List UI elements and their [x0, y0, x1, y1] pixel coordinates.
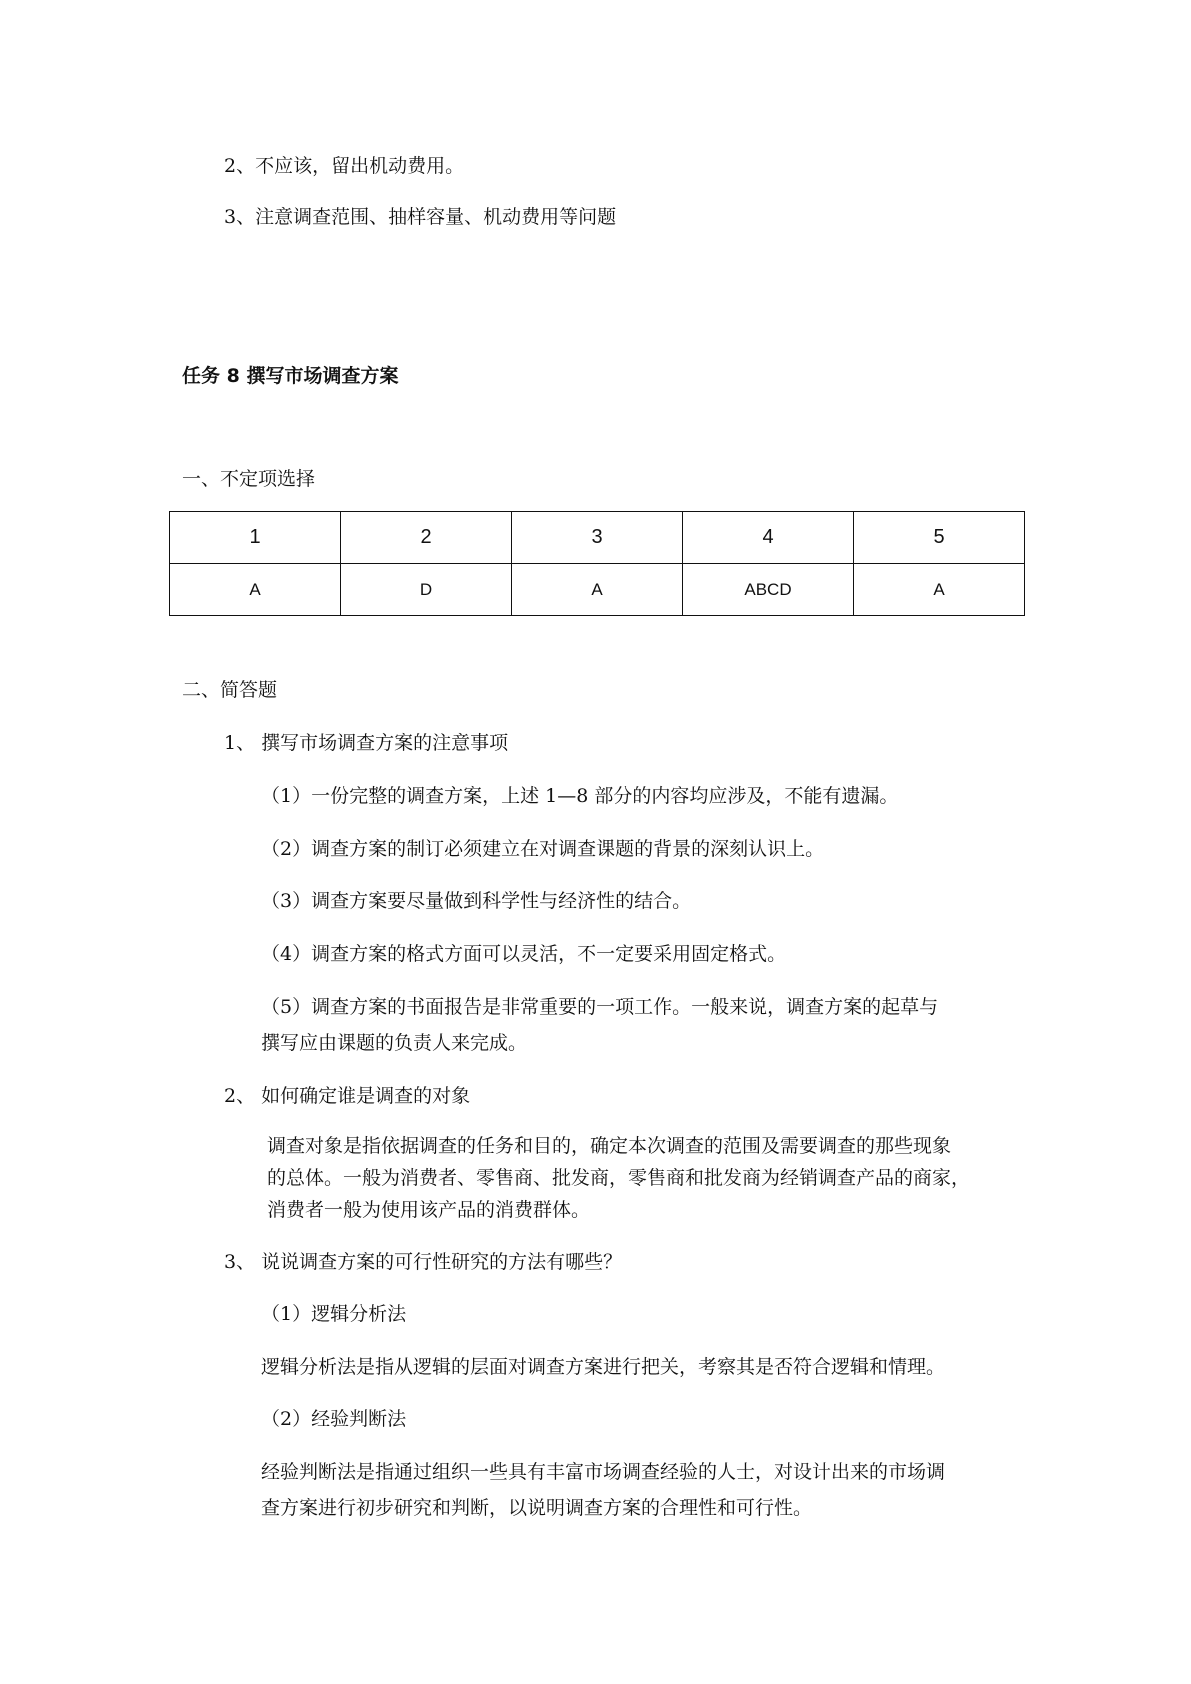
- table-cell-number: 5: [854, 512, 1025, 564]
- question-2-answer-line-1: 调查对象是指依据调查的任务和目的，确定本次调查的范围及需要调查的那些现象: [267, 1135, 952, 1157]
- task-title: 任务 8 撰写市场调查方案: [182, 365, 399, 387]
- question-1-point-4: （4）调查方案的格式方面可以灵活，不一定要采用固定格式。: [261, 943, 787, 965]
- table-cell-number: 1: [170, 512, 341, 564]
- method-2-text-line-2: 查方案进行初步研究和判断，以说明调查方案的合理性和可行性。: [261, 1497, 813, 1519]
- question-1-point-5-line-2: 撰写应由课题的负责人来完成。: [261, 1032, 528, 1054]
- section-1-heading: 一、不定项选择: [182, 468, 316, 490]
- question-2-label: 2、 如何确定谁是调查的对象: [224, 1085, 471, 1107]
- table-cell-number: 3: [512, 512, 683, 564]
- table-cell-answer: A: [512, 564, 683, 616]
- table-cell-number: 4: [683, 512, 854, 564]
- prev-answer-2: 2、不应该，留出机动费用。: [224, 155, 465, 177]
- question-1-label: 1、 撰写市场调查方案的注意事项: [224, 732, 509, 754]
- table-cell-answer: A: [854, 564, 1025, 616]
- question-1-point-2: （2）调查方案的制订必须建立在对调查课题的背景的深刻认识上。: [261, 838, 825, 860]
- method-2-text-line-1: 经验判断法是指通过组织一些具有丰富市场调查经验的人士，对设计出来的市场调: [261, 1461, 946, 1483]
- table-cell-answer: D: [341, 564, 512, 616]
- table-row-question-numbers: [170, 512, 1025, 564]
- table-cell-answer: ABCD: [683, 564, 854, 616]
- question-1-point-1: （1）一份完整的调查方案，上述 1—8 部分的内容均应涉及，不能有遗漏。: [261, 785, 899, 807]
- section-2-heading: 二、简答题: [182, 679, 278, 701]
- question-2-answer-line-2: 的总体。一般为消费者、零售商、批发商，零售商和批发商为经销调查产品的商家，: [267, 1167, 971, 1189]
- method-1-text: 逻辑分析法是指从逻辑的层面对调查方案进行把关，考察其是否符合逻辑和情理。: [261, 1356, 946, 1378]
- question-2-answer-line-3: 消费者一般为使用该产品的消费群体。: [267, 1199, 591, 1221]
- table-row-answers: [170, 564, 1025, 616]
- question-3-label: 3、 说说调查方案的可行性研究的方法有哪些？: [224, 1251, 623, 1273]
- question-1-point-3: （3）调查方案要尽量做到科学性与经济性的结合。: [261, 890, 692, 912]
- method-2-title: （2）经验判断法: [261, 1408, 407, 1430]
- prev-answer-3: 3、注意调查范围、抽样容量、机动费用等问题: [224, 206, 617, 228]
- question-1-point-5-line-1: （5）调查方案的书面报告是非常重要的一项工作。一般来说，调查方案的起草与: [261, 996, 939, 1018]
- table-cell-number: 2: [341, 512, 512, 564]
- method-1-title: （1）逻辑分析法: [261, 1303, 407, 1325]
- table-cell-answer: A: [170, 564, 341, 616]
- answer-table: [169, 511, 1025, 616]
